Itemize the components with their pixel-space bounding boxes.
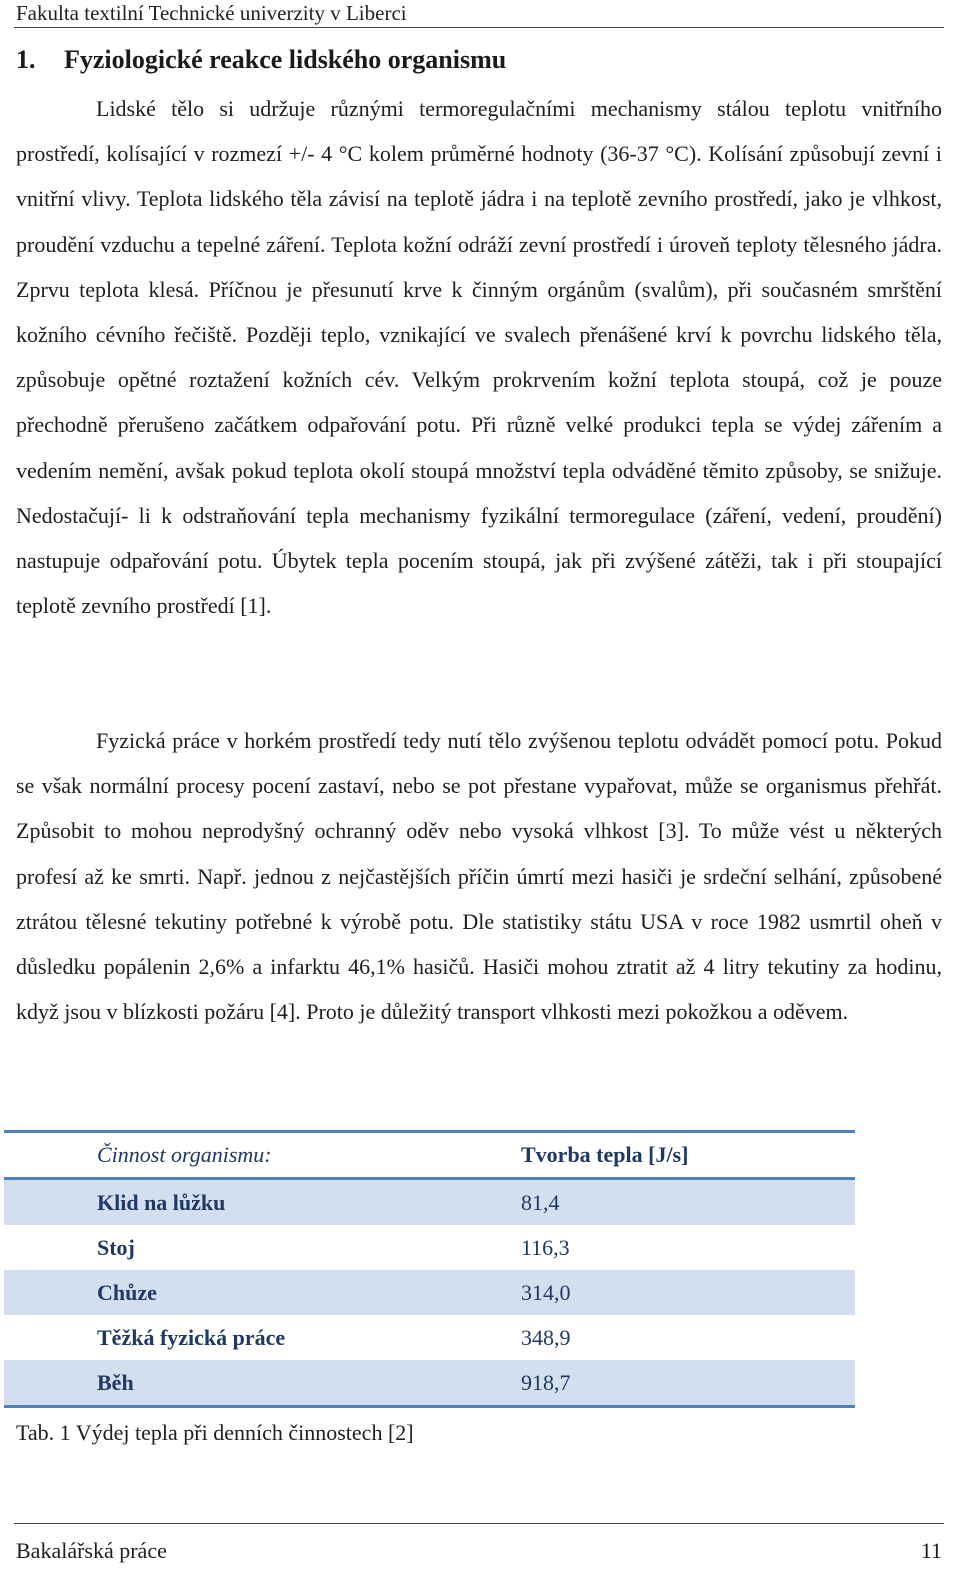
table-cell-value: 918,7 [521, 1360, 855, 1407]
header-rule [14, 27, 944, 28]
paragraph-2 [16, 718, 942, 1034]
table-cell-value: 348,9 [521, 1324, 571, 1350]
table-row [4, 1315, 855, 1360]
table-cell-activity: Stoj [97, 1234, 135, 1260]
table-cell-activity: Těžká fyzická práce [97, 1324, 286, 1350]
table-row [4, 1270, 855, 1315]
paragraph-1-text: Lidské tělo si udržuje různými termoregulačními mechanismy stálou teplotu vnitřního prostředí, kolísající v rozmezí +/- 4 °C kolem průměrné hodnoty (36-37 °C). Kolísání způsobují zevní i vnitřní vlivy. Teplota lidského těla závisí na teplotě jádra i na teplotě zevního prostředí, jako je vlhkost, proudění vzduchu a tepelné záření. Teplota kožní odráží zevní prostředí i úroveň teploty tělesného jádra. Zprvu teplota klesá. Příčnou je přesunutí krve k činným orgánům (svalům), při současném smrštění kožního cévního řečiště. Později teplo, vznikající ve svalech přenášené krví k povrchu lidského těla, způsobuje opětné roztažení kožních cév. Velkým prokrvením kožní teplota stoupá, což je pouze přechodně přerušeno začátkem odpařování potu. Při různě velké produkci tepla se výdej zářením a vedením nemění, avšak pokud teplota okolí stoupá množství tepla odváděné těmito způsoby, se snižuje. Nedostačují- li k odstraňování tepla mechanismy fyzikální termoregulace (záření, vedení, proudění) nastupuje odpařování potu. Úbytek tepla pocením stoupá, jak při zvýšené zátěži, tak i při stoupající teplotě zevního prostředí [1]. [16, 96, 942, 619]
running-header: Fakulta textilní Technické univerzity v Liberci [16, 1, 407, 25]
table-caption: Tab. 1 Výdej tepla při denních činnostech [2] [16, 1420, 414, 1445]
section-number: 1. [16, 45, 36, 74]
heat-production-table [4, 1130, 855, 1408]
table-row [4, 1360, 855, 1407]
table-cell-activity: Chůze [4, 1270, 521, 1315]
page-number: 11 [920, 1538, 942, 1563]
table-header-heat: Tvorba tepla [J/s] [521, 1132, 855, 1179]
footer-document-type: Bakalářská práce [16, 1538, 167, 1563]
section-title: Fyziologické reakce lidského organismu [64, 45, 507, 74]
table-cell-value: 116,3 [521, 1234, 570, 1260]
table-cell-activity: Klid na lůžku [4, 1179, 521, 1226]
paragraph-1 [16, 86, 942, 628]
table-row [4, 1225, 855, 1270]
table-cell-activity: Běh [4, 1360, 521, 1407]
table-cell-value: 314,0 [521, 1270, 855, 1315]
section-heading [16, 42, 506, 78]
table-row [4, 1179, 855, 1226]
table-header-row [4, 1132, 855, 1179]
table-cell-value: 81,4 [521, 1179, 855, 1226]
paragraph-2-text: Fyzická práce v horkém prostředí tedy nutí tělo zvýšenou teplotu odvádět pomocí potu. Pokud se však normální procesy pocení zastaví, nebo se pot přestane vypařovat, může se organismus přehřát. Způsobit to mohou neprodyšný ochranný oděv nebo vysoká vlhkost [3]. To může vést u některých profesí až ke smrti. Např. jednou z nejčastějších příčin úmrtí mezi hasiči je srdeční selhání, způsobené ztrátou tělesné tekutiny potřebné k výrobě potu. Dle statistiky státu USA v roce 1982 usmrtil oheň v důsledku popálenin 2,6% a infarktu 46,1% hasičů. Hasiči mohou ztratit až 4 litry tekutiny za hodinu, když jsou v blízkosti požáru [4]. Proto je důležitý transport vlhkosti mezi pokožkou a oděvem. [16, 728, 942, 1025]
table-header-activity: Činnost organismu: [4, 1132, 521, 1179]
footer-rule [14, 1523, 944, 1524]
